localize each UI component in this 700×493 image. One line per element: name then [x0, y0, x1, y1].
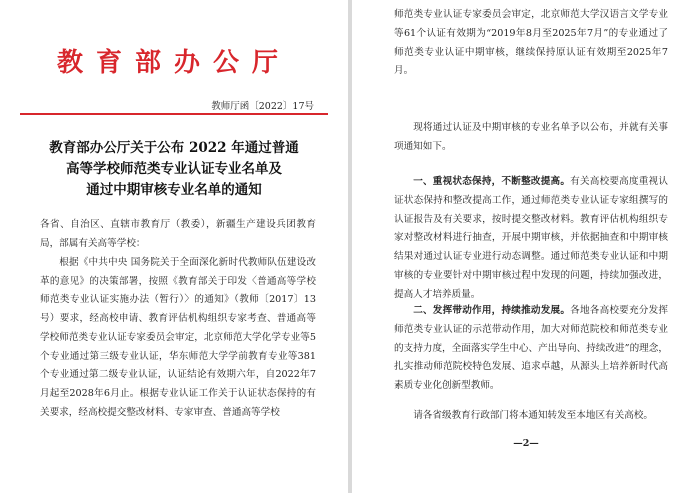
left-page — [0, 0, 348, 493]
body-paragraph: 师范类专业认证专家委员会审定，北京师范大学汉语言文学专业等61个认证有效期为“2019年8月至2025年7月”的专业通过了师范类专业认证中期审核，继续保持原认证有效期至2025年7月。 — [394, 9, 668, 77]
right-page — [352, 0, 700, 493]
closing-paragraph: 请各省级教育行政部门将本通知转发至本地区有关高校。 — [413, 410, 654, 421]
title-line: 高等学校师范类专业认证专业名单及 — [66, 161, 282, 177]
list-item-heading: 二、发挥带动作用，持续推动发展。 — [413, 305, 571, 316]
salutation: 各省、自治区、直辖市教育厅（教委），新疆生产建设兵团教育局，部属有关高等学校： — [40, 219, 316, 249]
notice-title — [20, 138, 328, 201]
list-item-body: 有关高校要高度重视认证状态保持和整改提高工作，通过师范类专业认证专家组撰写的认证报告及有关要求，按时提交整改材料。教育评估机构组织专家对整改材料进行抽查，开展中期审核，并依据抽查和中期审核结果对通过认证专业进行动态调整。通过师范类专业认证和中期审核的专业要针对中期审核过程中发现的问题，持续加强改进，提高人才培养质量。 — [394, 176, 669, 300]
list-item-heading: 一、重视状态保持，不断整改提高。 — [413, 176, 571, 187]
body-paragraph: 现将通过认证及中期审核的专业名单予以公布，并就有关事项通知如下。 — [394, 122, 668, 152]
body-paragraph: 根据《中共中央 国务院关于全面深化新时代教师队伍建设改革的意见》的决策部署，按照《教育部关于印发〈普通高等学校师范类专业认证实施办法（暂行）〉的通知》（教师〔2017〕13号）要求，经高校申请、教育评估机构组织专家考查、普通高等学校师范类专业认证专家委员会审定，北京师范大学化学专业等5个专业通过第三级专业认证，华东师范大学学前教育专业等381个专业通过第二级专业认证，认证结论有效期六年，自2022年7月起至2028年6月止。根据专业认证工作关于认证状态保持的有关要求，经高校提交整改材料、专家审查、普通高等学校 — [40, 257, 316, 418]
red-divider-line — [20, 113, 328, 115]
issuer-header: 教育部办公厅 — [56, 48, 291, 78]
document-number: 教师厅函〔2022〕17号 — [211, 101, 314, 112]
list-item-1 — [394, 173, 668, 305]
page-number: —2— — [513, 438, 539, 449]
list-item-2 — [394, 302, 668, 396]
title-line: 教育部办公厅关于公布 2022 年通过普通 — [49, 140, 299, 156]
list-item-body: 各地各高校要充分发挥师范类专业认证的示范带动作用，加大对师范院校和师范类专业的支持力度，全面落实学生中心、产出导向、持续改进”的理念，扎实推动师范院校特色发展、追求卓越，从源头上培养新时代高素质专业化创新型教师。 — [394, 305, 669, 392]
title-line: 通过中期审核专业名单的通知 — [86, 182, 262, 198]
